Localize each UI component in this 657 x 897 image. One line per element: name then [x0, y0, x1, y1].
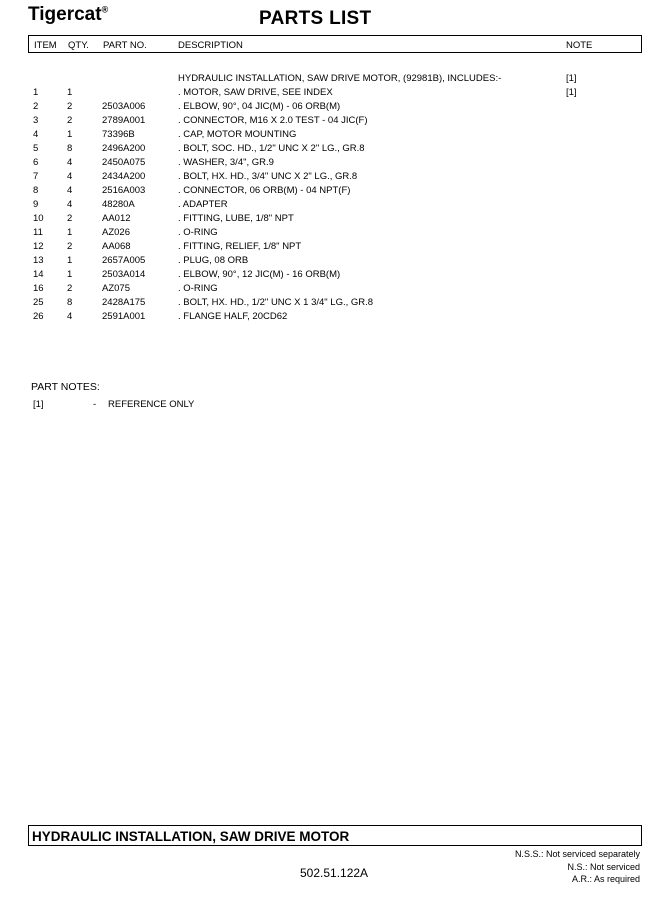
table-row: [0, 213, 657, 227]
cell-item: 13: [33, 255, 44, 266]
cell-part: 2591A001: [102, 311, 146, 322]
cell-desc: . ELBOW, 90°, 12 JIC(M) - 16 ORB(M): [178, 269, 341, 280]
table-row: [0, 241, 657, 255]
cell-qty: 2: [67, 115, 73, 126]
cell-item: 7: [33, 171, 39, 182]
table-row: [0, 199, 657, 213]
column-header-item: ITEM: [34, 40, 57, 51]
table-row: [0, 115, 657, 129]
table-row: [0, 87, 657, 101]
cell-item: 10: [33, 213, 44, 224]
brand-name: Tigercat: [28, 4, 102, 25]
table-row: [0, 185, 657, 199]
cell-desc: . WASHER, 3/4", GR.9: [178, 157, 274, 168]
cell-qty: 4: [67, 157, 73, 168]
cell-part: 2789A001: [102, 115, 146, 126]
cell-part: 2450A075: [102, 157, 146, 168]
cell-desc: . FITTING, RELIEF, 1/8" NPT: [178, 241, 302, 252]
table-row: [0, 101, 657, 115]
table-row: [0, 157, 657, 171]
table-row: [0, 227, 657, 241]
cell-qty: 2: [67, 283, 73, 294]
footer-title-box: [28, 825, 642, 846]
column-header-qty: QTY.: [68, 40, 89, 51]
footer-title: HYDRAULIC INSTALLATION, SAW DRIVE MOTOR: [32, 829, 350, 844]
cell-item: 25: [33, 297, 44, 308]
cell-part: 2657A005: [102, 255, 146, 266]
cell-part: AA012: [102, 213, 131, 224]
table-row: [0, 171, 657, 185]
cell-qty: 8: [67, 143, 73, 154]
cell-qty: 8: [67, 297, 73, 308]
cell-desc: . ELBOW, 90°, 04 JIC(M) - 06 ORB(M): [178, 101, 341, 112]
table-row: [0, 297, 657, 311]
cell-qty: 2: [67, 241, 73, 252]
table-row: [0, 311, 657, 325]
cell-part: 2496A200: [102, 143, 146, 154]
brand-logo: [28, 4, 108, 26]
registered-mark: ®: [101, 4, 109, 15]
cell-qty: 1: [67, 87, 73, 98]
cell-qty: 1: [67, 129, 73, 140]
cell-part: 2516A003: [102, 185, 146, 196]
cell-item: 12: [33, 241, 44, 252]
cell-part: AA068: [102, 241, 131, 252]
cell-item: 2: [33, 101, 39, 112]
cell-desc: . O-RING: [178, 283, 218, 294]
cell-qty: 4: [67, 311, 73, 322]
cell-item: 3: [33, 115, 39, 126]
legend-line: A.R.: As required: [571, 874, 640, 884]
table-row: [0, 269, 657, 283]
cell-desc: . CONNECTOR, M16 X 2.0 TEST - 04 JIC(F): [178, 115, 368, 126]
cell-part: 2503A014: [102, 269, 146, 280]
cell-item: 5: [33, 143, 39, 154]
cell-note: [1]: [566, 87, 577, 98]
part-note-ref: [1]: [33, 399, 44, 410]
cell-item: 1: [33, 87, 39, 98]
cell-desc: . PLUG, 08 ORB: [178, 255, 249, 266]
table-row: [0, 129, 657, 143]
cell-part: AZ026: [102, 227, 130, 238]
cell-part: 73396B: [102, 129, 135, 140]
cell-item: 9: [33, 199, 39, 210]
cell-desc: . ADAPTER: [178, 199, 228, 210]
column-header-note: NOTE: [566, 40, 593, 51]
cell-note: [1]: [566, 73, 577, 84]
cell-item: 8: [33, 185, 39, 196]
cell-qty: 1: [67, 269, 73, 280]
cell-desc: . CAP, MOTOR MOUNTING: [178, 129, 297, 140]
cell-desc: . MOTOR, SAW DRIVE, SEE INDEX: [178, 87, 333, 98]
cell-desc: . BOLT, HX. HD., 3/4" UNC X 2" LG., GR.8: [178, 171, 358, 182]
cell-part: 48280A: [102, 199, 135, 210]
table-row: [0, 73, 657, 87]
cell-desc: . BOLT, HX. HD., 1/2" UNC X 1 3/4" LG., GR.8: [178, 297, 374, 308]
column-header-description: DESCRIPTION: [178, 40, 243, 51]
cell-desc: . BOLT, SOC. HD., 1/2" UNC X 2" LG., GR.8: [178, 143, 365, 154]
cell-qty: 2: [67, 101, 73, 112]
legend-line: N.S.S.: Not serviced separately: [514, 849, 640, 859]
cell-item: 14: [33, 269, 44, 280]
table-row: [0, 143, 657, 157]
table-row: [0, 283, 657, 297]
cell-desc: HYDRAULIC INSTALLATION, SAW DRIVE MOTOR, (92981B), INCLUDES:-: [178, 73, 502, 84]
cell-part: 2503A006: [102, 101, 146, 112]
cell-qty: 4: [67, 171, 73, 182]
cell-desc: . O-RING: [178, 227, 218, 238]
table-row: [0, 255, 657, 269]
cell-desc: . CONNECTOR, 06 ORB(M) - 04 NPT(F): [178, 185, 351, 196]
cell-desc: . FITTING, LUBE, 1/8" NPT: [178, 213, 294, 224]
cell-qty: 4: [67, 199, 73, 210]
cell-part: 2428A175: [102, 297, 146, 308]
part-note-dash: -: [93, 399, 97, 410]
abbreviation-legend: [515, 848, 640, 886]
table-header: [28, 35, 642, 53]
part-notes-heading: PART NOTES:: [31, 381, 100, 393]
cell-qty: 4: [67, 185, 73, 196]
cell-qty: 1: [67, 227, 73, 238]
cell-desc: . FLANGE HALF, 20CD62: [178, 311, 288, 322]
cell-item: 26: [33, 311, 44, 322]
cell-part: AZ075: [102, 283, 130, 294]
column-header-part-no: PART NO.: [103, 40, 147, 51]
cell-item: 4: [33, 129, 39, 140]
page-title: PARTS LIST: [259, 8, 372, 29]
cell-item: 16: [33, 283, 44, 294]
cell-qty: 2: [67, 213, 73, 224]
cell-qty: 1: [67, 255, 73, 266]
cell-item: 6: [33, 157, 39, 168]
cell-item: 11: [33, 227, 43, 238]
cell-part: 2434A200: [102, 171, 146, 182]
part-note-text: REFERENCE ONLY: [108, 399, 195, 410]
page-number: 502.51.122A: [300, 866, 369, 880]
legend-line: N.S.: Not serviced: [567, 861, 640, 872]
